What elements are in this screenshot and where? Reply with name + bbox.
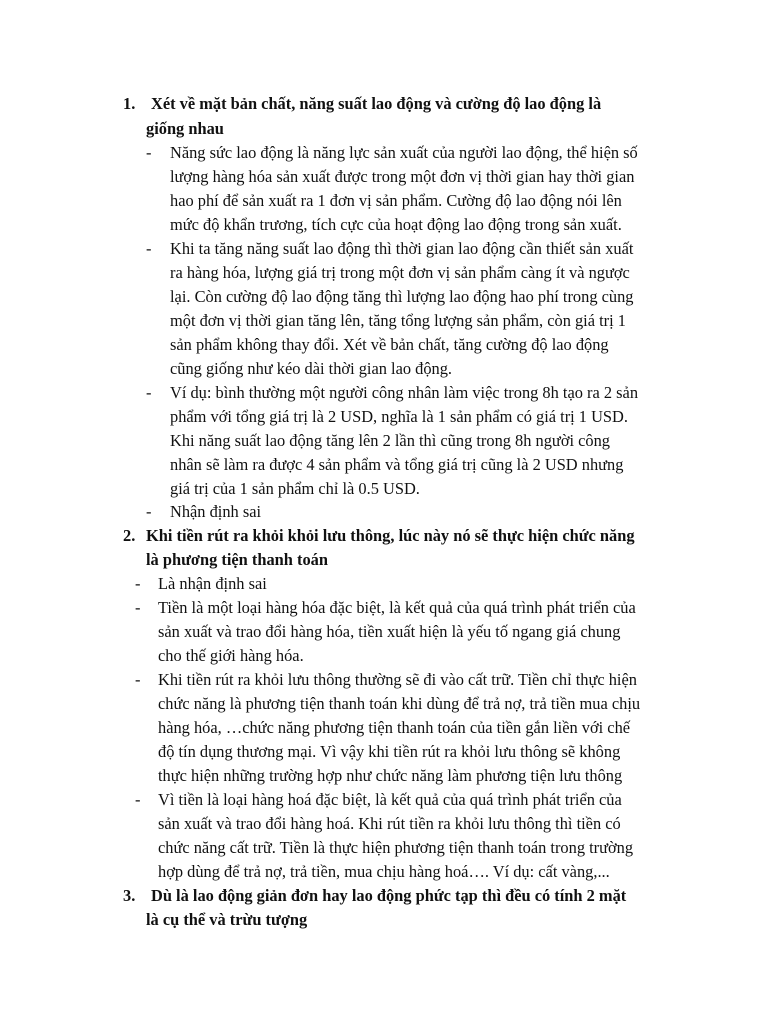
section-1-bullet-2-line-1: Khi ta tăng năng suất lao động thì thời gian lao động cần thiết sản xuất: [170, 239, 634, 258]
section-1-bullet-1-line-4: mức độ khẩn trương, tích cực của hoạt động lao động trong sản xuất.: [170, 215, 622, 234]
section-3-title-line-1: Dù là lao động giản đơn hay lao động phức tạp thì đều có tính 2 mặt: [151, 886, 627, 905]
section-1-title-line-2: giống nhau: [146, 119, 224, 138]
section-2-number: 2.: [123, 526, 136, 545]
section-1-bullet-3-line-5: giá trị của 1 sản phẩm chỉ là 0.5 USD.: [170, 479, 420, 498]
section-1-title-line-1: Xét về mặt bản chất, năng suất lao động và cường độ lao động là: [151, 94, 602, 113]
section-3-title-line-2: là cụ thể và trừu tượng: [146, 910, 308, 929]
section-2-bullet-4-line-4: hợp dùng để trả nợ, trả tiền, mua chịu hàng hoá…. Ví dụ: cất vàng,...: [158, 862, 610, 881]
section-2-bullet-2-line-1: Tiền là một loại hàng hóa đặc biệt, là kết quả của quá trình phát triển của: [158, 598, 636, 617]
section-2-bullet-2-dash: -: [135, 598, 141, 617]
section-1-bullet-1-line-1: Năng sức lao động là năng lực sản xuất của người lao động, thể hiện số: [170, 143, 638, 162]
section-2-bullet-4-line-3: chức năng cất trữ. Tiền là thực hiện phương tiện thanh toán trong trường: [158, 838, 634, 857]
section-2-bullet-4-line-2: sản xuất và trao đổi hàng hoá. Khi rút tiền ra khỏi lưu thông thì tiền có: [158, 814, 621, 833]
section-2-bullet-3-dash: -: [135, 670, 141, 689]
section-1-bullet-3-line-3: Khi năng suất lao động tăng lên 2 lần thì cũng trong 8h người công: [170, 431, 610, 450]
section-2-bullet-3-line-5: thực hiện những trường hợp như chức năng làm phương tiện lưu thông: [158, 766, 623, 785]
section-2-bullet-1-dash: -: [135, 574, 141, 593]
section-2-bullet-3-line-2: chức năng là phương tiện thanh toán khi dùng để trả nợ, trả tiền mua chịu: [158, 694, 641, 713]
section-2-title-line-2: là phương tiện thanh toán: [146, 550, 328, 569]
section-2-bullet-3-line-3: hàng hóa, …chức năng phương tiện thanh toán của tiền gắn liền với chế: [158, 718, 631, 737]
section-1-number: 1.: [123, 94, 136, 113]
section-1-bullet-2-line-6: cũng giống như kéo dài thời gian lao động.: [170, 359, 453, 378]
section-1-bullet-3-line-4: nhân sẽ làm ra được 4 sản phẩm và tổng giá trị cũng là 2 USD nhưng: [170, 455, 624, 474]
section-2-bullet-3-line-1: Khi tiền rút ra khỏi lưu thông thường sẽ đi vào cất trữ. Tiền chỉ thực hiện: [158, 670, 637, 689]
section-1-bullet-1-line-2: lượng hàng hóa sản xuất được trong một đơn vị thời gian hay thời gian: [170, 167, 635, 186]
section-1-bullet-4-line-1: Nhận định sai: [170, 502, 262, 521]
section-1-bullet-4-dash: -: [146, 502, 152, 521]
section-1-bullet-2-line-3: lại. Còn cường độ lao động tăng thì lượng lao động hao phí trong cùng: [170, 287, 634, 306]
section-2-bullet-4-dash: -: [135, 790, 141, 809]
section-2-bullet-2-line-3: cho thế giới hàng hóa.: [158, 646, 304, 665]
section-1-bullet-3-dash: -: [146, 383, 152, 402]
section-1-bullet-1-line-3: hao phí để sản xuất ra 1 đơn vị sản phẩm. Cường độ lao động nói lên: [170, 191, 622, 210]
section-1-bullet-3-line-1: Ví dụ: bình thường một người công nhân làm việc trong 8h tạo ra 2 sản: [170, 383, 639, 402]
section-2-bullet-1-line-1: Là nhận định sai: [158, 574, 267, 593]
section-2-title-line-1: Khi tiền rút ra khỏi khỏi lưu thông, lúc này nó sẽ thực hiện chức năng: [146, 526, 635, 545]
section-2-bullet-4-line-1: Vì tiền là loại hàng hoá đặc biệt, là kết quả của quá trình phát triển của: [158, 790, 622, 809]
section-1-bullet-3-line-2: phẩm với tổng giá trị là 2 USD, nghĩa là 1 sản phẩm có giá trị 1 USD.: [170, 407, 628, 426]
section-1-bullet-2-line-5: sản phẩm không thay đổi. Xét về bản chất, tăng cường độ lao động: [170, 335, 609, 354]
section-2-bullet-2-line-2: sản xuất và trao đổi hàng hóa, tiền xuất hiện là yếu tố ngang giá chung: [158, 622, 621, 641]
section-1-bullet-2-line-2: ra hàng hóa, lượng giá trị trong một đơn vị sản phẩm càng ít và ngược: [170, 263, 630, 282]
section-3-number: 3.: [123, 886, 136, 905]
section-1-bullet-1-dash: -: [146, 143, 152, 162]
section-1-bullet-2-dash: -: [146, 239, 152, 258]
section-2-bullet-3-line-4: độ tín dụng thương mại. Vì vậy khi tiền rút ra khỏi lưu thông sẽ không: [158, 742, 621, 761]
section-1-bullet-2-line-4: một đơn vị thời gian tăng lên, tăng tổng lượng sản phẩm, còn giá trị 1: [170, 311, 626, 330]
